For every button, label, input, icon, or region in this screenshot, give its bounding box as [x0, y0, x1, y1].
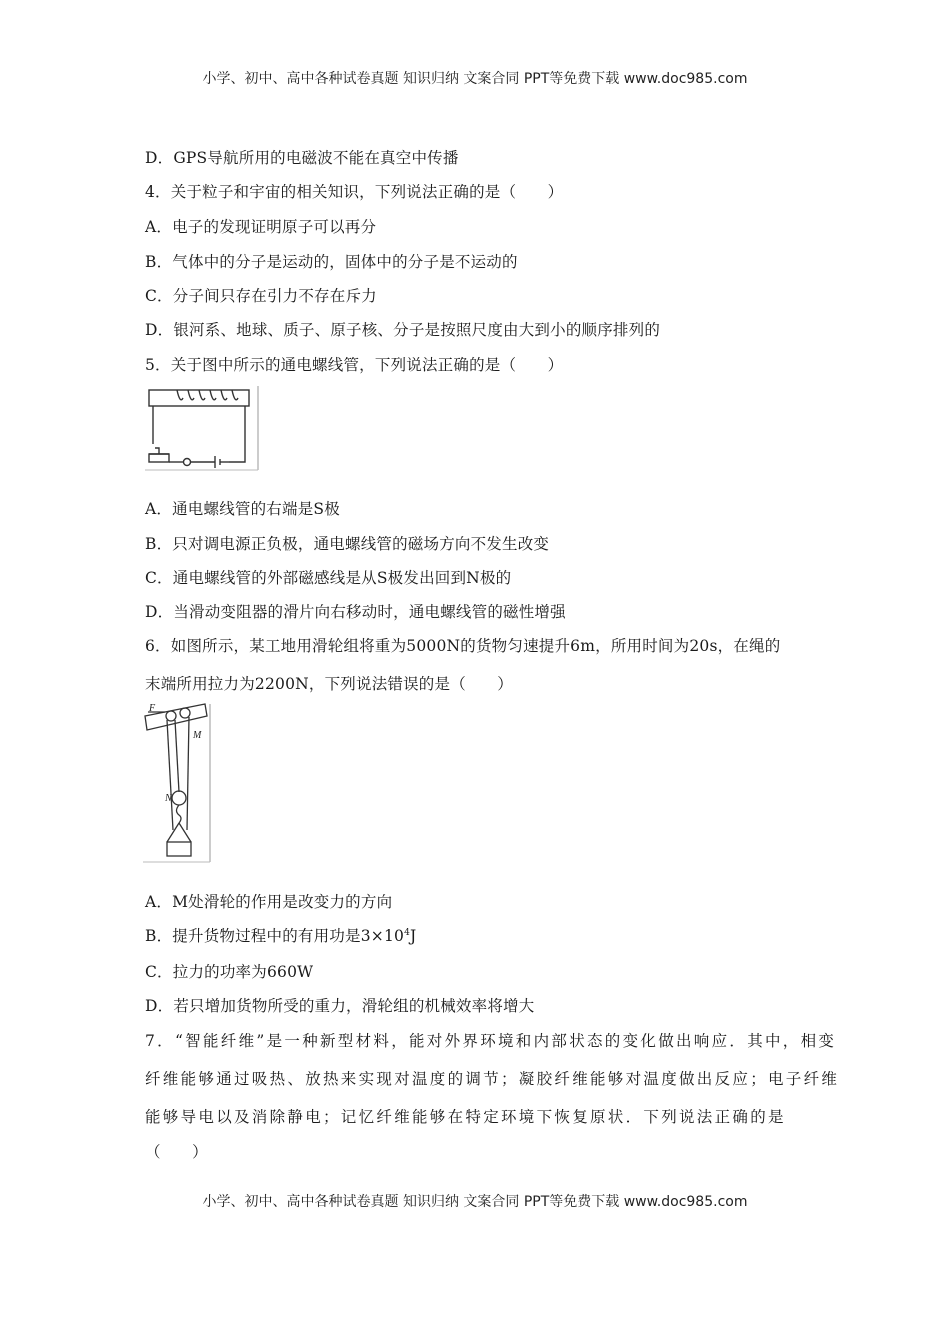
q3-option-d: D．GPS导航所用的电磁波不能在真空中传播 — [145, 149, 459, 167]
q7-line3: 能够导电以及消除静电；记忆纤维能够在特定环境下恢复原状．下列说法正确的是 — [145, 1108, 786, 1126]
q4-option-b: B．气体中的分子是运动的，固体中的分子是不运动的 — [145, 253, 518, 271]
q6-option-b — [145, 924, 416, 946]
page-header: 小学、初中、高中各种试卷真题 知识归纳 文案合同 PPT等免费下载 www.doc985.com — [202, 71, 748, 87]
q5-option-d: D．当滑动变阻器的滑片向右移动时，通电螺线管的磁性增强 — [145, 603, 566, 621]
q4-option-d: D．银河系、地球、质子、原子核、分子是按照尺度由大到小的顺序排列的 — [145, 321, 661, 339]
q4-option-a: A．电子的发现证明原子可以再分 — [145, 218, 377, 236]
q6-option-b-exponent: 4 — [404, 927, 411, 938]
label-m: M — [193, 730, 202, 741]
label-f: F — [149, 703, 156, 714]
q5-option-c: C．通电螺线管的外部磁感线是从S极发出回到N极的 — [145, 569, 512, 587]
q4-option-c: C．分子间只存在引力不存在斥力 — [145, 287, 377, 305]
q6-option-c: C．拉力的功率为660W — [145, 963, 314, 981]
q7-line4: （ ） — [145, 1143, 208, 1161]
label-n: N — [165, 793, 172, 804]
q5-option-a: A．通电螺线管的右端是S极 — [145, 500, 340, 518]
q4-stem: 4．关于粒子和宇宙的相关知识，下列说法正确的是（ ） — [145, 183, 564, 201]
q6-stem-line1: 6．如图所示，某工地用滑轮组将重为5000N的货物匀速提升6m，所用时间为20s，在绳的 — [145, 637, 781, 655]
q6-option-d: D．若只增加货物所受的重力，滑轮组的机械效率将增大 — [145, 997, 535, 1015]
page-footer: 小学、初中、高中各种试卷真题 知识归纳 文案合同 PPT等免费下载 www.doc985.com — [202, 1194, 748, 1210]
q6-option-b-prefix: B．提升货物过程中的有用功是3×10 — [145, 927, 405, 945]
pulley-system-figure — [143, 702, 213, 864]
q5-stem: 5．关于图中所示的通电螺线管，下列说法正确的是（ ） — [145, 356, 564, 374]
q7-line1: 7．“智能纤维”是一种新型材料，能对外界环境和内部状态的变化做出响应．其中，相变 — [145, 1032, 837, 1050]
solenoid-circuit-figure — [143, 384, 261, 472]
q6-option-b-suffix: J — [410, 927, 417, 945]
q7-line2: 纤维能够通过吸热、放热来实现对温度的调节；凝胶纤维能够对温度做出反应；电子纤维 — [145, 1070, 840, 1088]
q6-stem-line2: 末端所用拉力为2200N，下列说法错误的是（ ） — [145, 675, 514, 693]
q5-option-b: B．只对调电源正负极，通电螺线管的磁场方向不发生改变 — [145, 535, 550, 553]
q6-option-a: A．M处滑轮的作用是改变力的方向 — [145, 893, 393, 911]
